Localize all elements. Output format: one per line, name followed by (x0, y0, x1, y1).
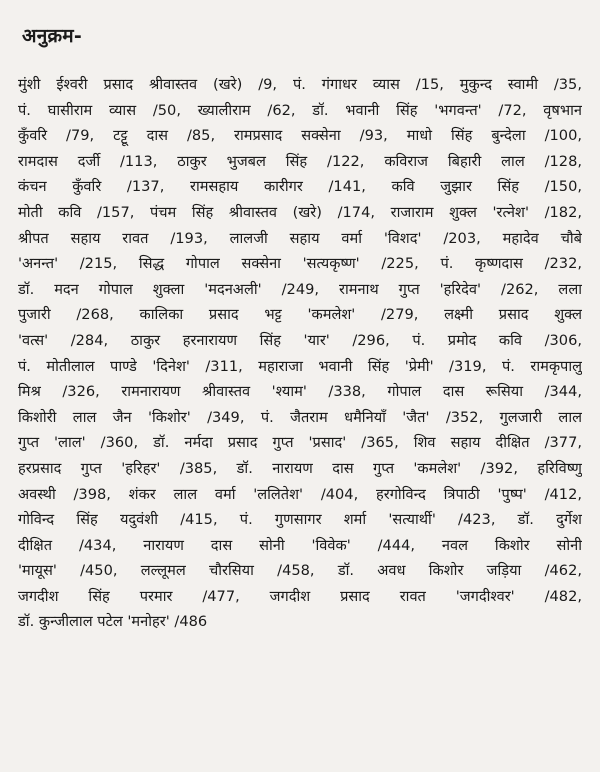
contents-line: कुँवरि /79, टट्टू दास /85, रामप्रसाद सक्सेना /93, माधो सिंह बुन्देला /100, (18, 127, 582, 145)
contents-line: जगदीश सिंह परमार /477, जगदीश प्रसाद रावत 'जगदीश्वर' /482, (18, 587, 582, 605)
contents-line: पं. मोतीलाल पाण्डे 'दिनेश' /311, महाराजा भवानी सिंह 'प्रेमी' /319, पं. रामकृपालु (18, 357, 582, 375)
contents-line: पं. घासीराम व्यास /50, ख्यालीराम /62, डॉ. भवानी सिंह 'भगवन्त' /72, वृषभान (18, 101, 582, 119)
contents-line: अवस्थी /398, शंकर लाल वर्मा 'ललितेश' /404, हरगोविन्द त्रिपाठी 'पुष्प' /412, (18, 485, 582, 503)
contents-line: पुजारी /268, कालिका प्रसाद भट्ट 'कमलेश' /279, लक्ष्मी प्रसाद शुक्ल (18, 306, 582, 324)
contents-line: मिश्र /326, रामनारायण श्रीवास्तव 'श्याम' /338, गोपाल दास रूसिया /344, (18, 383, 582, 401)
contents-line: हरप्रसाद गुप्त 'हरिहर' /385, डॉ. नारायण दास गुप्त 'कमलेश' /392, हरिविष्णु (18, 459, 582, 477)
contents-line: कंचन कुँवरि /137, रामसहाय कारीगर /141, कवि जुझार सिंह /150, (18, 178, 582, 196)
contents-line: रामदास दर्जी /113, ठाकुर भुजबल सिंह /122, कविराज बिहारी लाल /128, (18, 152, 582, 170)
contents-list (18, 72, 582, 635)
contents-line: दीक्षित /434, नारायण दास सोनी 'विवेक' /444, नवल किशोर सोनी (18, 536, 582, 554)
contents-line: मोती कवि /157, पंचम सिंह श्रीवास्तव (खरे) /174, राजाराम शुक्ल 'रत्नेश' /182, (18, 203, 582, 221)
contents-line: 'वत्स' /284, ठाकुर हरनारायण सिंह 'यार' /296, पं. प्रमोद कवि /306, (18, 331, 582, 349)
page-heading: अनुक्रम- (22, 25, 82, 47)
contents-line: डॉ. कुन्जीलाल पटेल 'मनोहर' /486 (18, 613, 208, 631)
contents-line: डॉ. मदन गोपाल शुक्ला 'मदनअली' /249, रामनाथ गुप्त 'हरिदेव' /262, लला (18, 280, 582, 298)
contents-line: 'मायूस' /450, लल्लूमल चौरसिया /458, डॉ. अवध किशोर जड़िया /462, (18, 562, 582, 580)
contents-line: गुप्त 'लाल' /360, डॉ. नर्मदा प्रसाद गुप्त 'प्रसाद' /365, शिव सहाय दीक्षित /377, (18, 434, 582, 452)
contents-line: 'अनन्त' /215, सिद्ध गोपाल सक्सेना 'सत्यकृष्ण' /225, पं. कृष्णदास /232, (18, 255, 582, 273)
contents-line: श्रीपत सहाय रावत /193, लालजी सहाय वर्मा 'विशद' /203, महादेव चौबे (18, 229, 582, 247)
contents-line: मुंशी ईश्वरी प्रसाद श्रीवास्तव (खरे) /9, पं. गंगाधर व्यास /15, मुकुन्द स्वामी /35, (18, 76, 582, 93)
contents-line: किशोरी लाल जैन 'किशोर' /349, पं. जैतराम धमैनियाँ 'जैत' /352, गुलजारी लाल (18, 408, 582, 426)
contents-line: गोविन्द सिंह यदुवंशी /415, पं. गुणसागर शर्मा 'सत्यार्थी' /423, डॉ. दुर्गेश (18, 511, 582, 529)
